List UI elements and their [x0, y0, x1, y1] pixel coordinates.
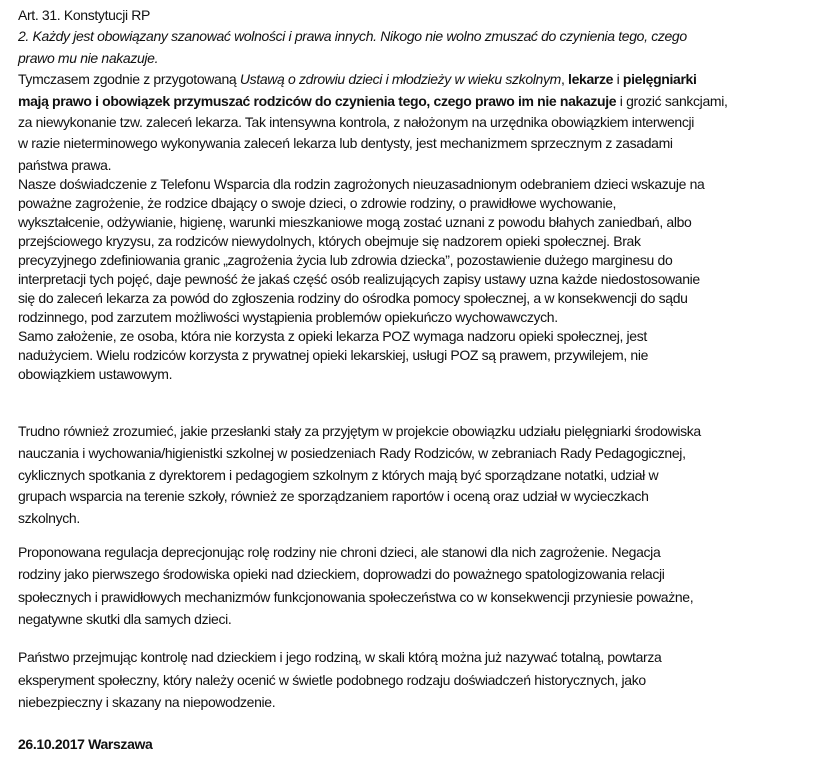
text-line [18, 194, 820, 213]
text-segment: interpretacji tych pojęć, daje pewność że jakaś część osób realizujących zapisy ustawy uzna każde niedostosowanie [18, 271, 700, 287]
text-line [18, 586, 820, 608]
text-line [18, 112, 820, 133]
text-segment: państwa prawa. [18, 156, 112, 173]
text-segment: , [560, 71, 569, 88]
text-segment: lekarze [568, 71, 614, 88]
text-segment: precyzyjnego zdefiniowania granic „zagrożenia życia lub zdrowia dziecka”, pozostawienie dużego marginesu do [18, 252, 673, 268]
text-segment: 26.10.2017 Warszawa [18, 736, 153, 752]
text-segment: mają prawo i obowiązek przymuszać rodziców do czynienia tego, czego prawo im nie nakazuje [18, 92, 617, 109]
text-line [18, 155, 820, 176]
text-segment: Nasze doświadczenie z Telefonu Wsparcia dla rodzin zagrożonych nieuzasadnionym odebraniem dzieci wskazuje na [18, 176, 705, 192]
text-line [18, 26, 820, 47]
nurse-paragraph [18, 421, 820, 530]
text-segment: rodzinnego, pod zarzutem możliwości wystąpienia problemów opiekuńczo wychowawczych. [18, 309, 558, 325]
text-segment: grupach wsparcia na terenie szkoły, również ze sporządzaniem raportów i oceną oraz udział w wycieczkach [18, 488, 649, 505]
intro-paragraph [18, 5, 820, 176]
text-line [18, 175, 820, 194]
text-line [18, 734, 820, 754]
text-line [18, 327, 820, 346]
text-segment: Proponowana regulacja deprecjonując rolę rodziny nie chroni dzieci, ale stanowi dla nich zagrożenie. Negacja [18, 544, 661, 560]
text-line [18, 465, 820, 487]
text-line [18, 691, 820, 714]
text-line [18, 289, 820, 308]
text-line [18, 270, 820, 289]
text-line [18, 48, 820, 69]
text-line [18, 541, 820, 563]
text-segment: prawo mu nie nakazuje. [18, 49, 159, 66]
text-line [18, 669, 820, 692]
text-line [18, 69, 820, 90]
text-segment: pielęgniarki [622, 71, 697, 88]
text-line [18, 608, 820, 630]
text-line [18, 213, 820, 232]
date-place [18, 734, 820, 754]
text-line [18, 133, 820, 154]
text-line [18, 91, 820, 112]
text-segment: i [613, 71, 623, 88]
text-segment: wykształcenie, odżywianie, higienę, warunki mieszkaniowe mogą zostać uznani z powodu błahych zaniedbań, albo [18, 214, 692, 230]
text-segment: w razie nieterminowego wykonywania zaleceń lekarza lub dentysty, jest mechanizmem sprzecznym z zasadami [18, 135, 673, 152]
text-segment: 2. Każdy jest obowiązany szanować wolności i prawa innych. Nikogo nie wolno zmuszać do czynienia tego, czego [18, 28, 687, 45]
text-segment: Trudno również zrozumieć, jakie przesłanki stały za przyjętym w projekcie obowiązku udziału pielęgniarki środowiska [18, 423, 701, 439]
text-line [18, 5, 820, 26]
text-line [18, 508, 820, 530]
text-segment: Art. 31. Konstytucji RP [18, 7, 151, 23]
text-segment: społecznych i prawidłowych mechanizmów funkcjonowania społeczeństwa co w konsekwencji przyniesie poważne, [18, 588, 694, 605]
regulation-paragraph [18, 541, 820, 630]
text-segment: obowiązkiem ustawowym. [18, 366, 173, 382]
text-segment: poważne zagrożenie, że rodzice dbający o swoje dzieci, o zdrowie rodziny, o prawidłowe wychowanie, [18, 195, 617, 211]
text-segment: nadużyciem. Wielu rodziców korzysta z prywatnej opieki lekarskiej, usługi POZ są prawem, przywilejem, nie [18, 347, 649, 363]
text-segment: rodziny jako pierwszego środowiska opieki nad dzieckiem, doprowadzi do poważnego spatologizowania relacji [18, 566, 665, 583]
text-segment: i grozić sankcjami, [616, 92, 728, 109]
text-line [18, 486, 820, 508]
text-segment: eksperyment społeczny, który należy ocenić w świetle podobnego rodzaju doświadczeń historycznych, jako [18, 671, 646, 688]
text-segment: cyklicznych spotkania z dyrektorem i pedagogiem szkolnym z których mają być sporządzane notatki, udział w [18, 466, 659, 483]
text-segment: Tymczasem zgodnie z przygotowaną [18, 71, 240, 88]
text-line [18, 421, 820, 443]
text-line [18, 346, 820, 365]
state-control-paragraph [18, 646, 820, 714]
text-segment: przejściowego kryzysu, za rodziców niewydolnych, których obejmuje się nadzorem opieki społecznej. Brak [18, 233, 641, 249]
text-segment: negatywne skutki dla samych dzieci. [18, 610, 232, 627]
text-segment: Ustawą o zdrowiu dzieci i młodzieży w wieku szkolnym [239, 71, 561, 88]
text-segment: szkolnych. [18, 510, 80, 527]
text-segment: Samo założenie, ze osoba, która nie korzysta z opieki lekarza POZ wymaga nadzoru opieki społecznej, jest [18, 328, 647, 344]
text-line [18, 443, 820, 465]
text-segment: się do zaleceń lekarza za powód do zgłoszenia rodziny do ośrodka pomocy społecznej, a w konsekwencji do sądu [18, 290, 688, 306]
text-segment: niebezpieczny i skazany na niepowodzenie. [18, 694, 276, 710]
text-line [18, 308, 820, 327]
text-line [18, 232, 820, 251]
text-segment: nauczania i wychowania/higienistki szkolnej w posiedzeniach Rady Rodziców, w zebraniach Rady Pedagogicznej, [18, 444, 686, 461]
text-segment: Państwo przejmując kontrolę nad dzieckiem i jego rodziną, w skali którą można już nazywać totalną, powtarza [18, 649, 662, 665]
text-line [18, 563, 820, 585]
text-line [18, 365, 820, 384]
text-line [18, 646, 820, 669]
text-segment: za niewykonanie tzw. zaleceń lekarza. Tak intensywna kontrola, z nałożonym na urzędnika obowiązkiem interwencji [18, 114, 695, 131]
text-line [18, 251, 820, 270]
support-line-paragraph [18, 175, 820, 384]
